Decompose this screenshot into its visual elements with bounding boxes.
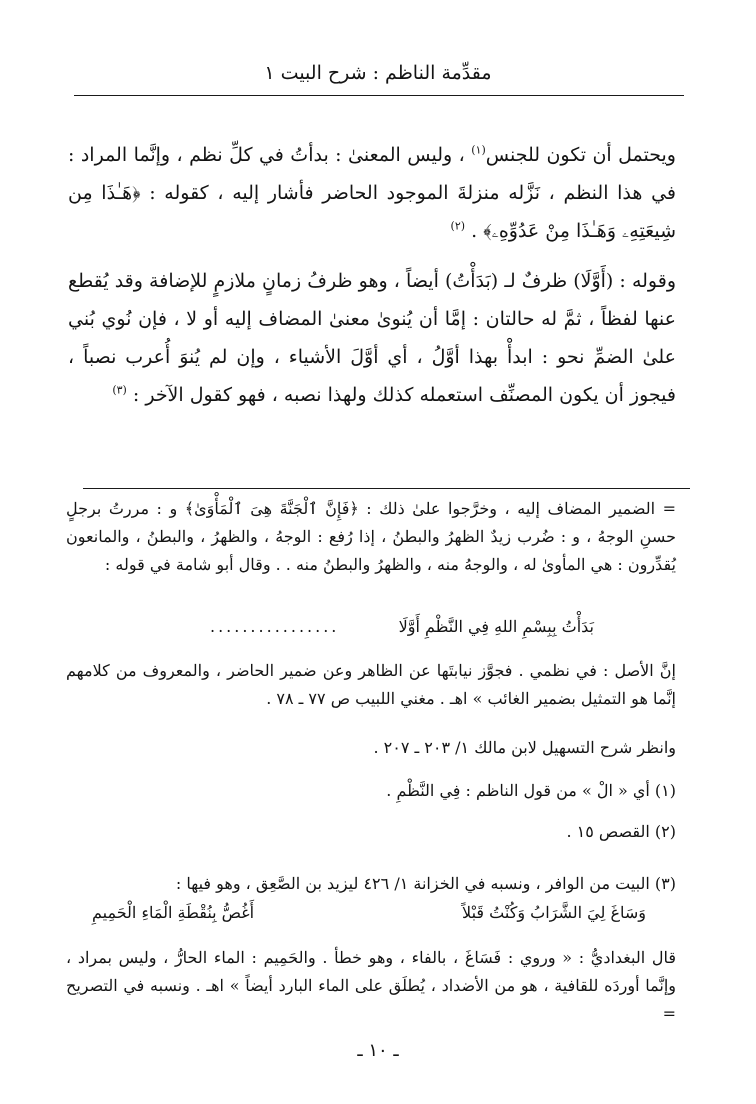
verse-abu-shama: بَدَأْتُ بِبِسْمِ اللهِ فِي النَّظْمِ أَوَّلَا [398, 617, 594, 636]
paragraph-1-start: ويحتمل أن تكون للجنس [485, 144, 676, 166]
footnote-continuation-3: وانظر شرح التسهيل لابن مالك ١/ ٢٠٣ ـ ٢٠٧ . [373, 738, 676, 757]
footnote-continuation-1: = الضمير المضاف إليه ، وخرَّجوا علىٰ ذلك : ﴿فَإِنَّ ٱلْجَنَّةَ هِىَ ٱلْمَأْوَىٰ﴾ و : مررتُ برجلٍ حسنِ الوجهُ ، و : ضُرب زيدٌ الظهرُ والبطنُ ، إذا رُفع : الوجهُ ، والظهرُ ، والبطنُ ، والمانعون يُقدِّرون : هي المأوىٰ له ، والوجهُ منه ، والظهرُ والبطنُ منه . . وقال أبو شامة في قوله : [66, 499, 676, 574]
footnote-2: (٢) القصص ١٥ . [566, 822, 676, 841]
footnote-ref-1[interactable]: (١) [471, 143, 486, 157]
main-text [68, 136, 676, 414]
paragraph-2-text: وقوله : (أَوَّلَا) ظرفٌ لـ (بَدَأْتُ) أيضاً ، وهو ظرفُ زمانٍ ملازمٍ للإضافة وقد يُقطع عنها لفظاً ، ثمَّ له حالتان : إمَّا أن يُنوىٰ معنىٰ المضاف إليه أو لا ، فإن نُوي بُني علىٰ الضمِّ نحو : ابدأْ بهذا أوَّلُ ، أي أوَّلَ الأشياء ، وإن لم يُنوَ أُعرب نصباً ، فيجوز أن يكون المصنِّف استعمله كذلك ولهذا نصبه ، فهو كقول الآخر : [68, 270, 676, 406]
header-rule [74, 95, 684, 96]
verse-hemistich-2: أَغُصُّ بِنُقْطَةِ الْمَاءِ الْحَمِيمِ [92, 903, 255, 922]
footnote-ref-2[interactable]: (٢) [450, 219, 466, 233]
verse-hemistich-1: وَسَاغَ لِيَ الشَّرَابُ وَكُنْتُ قَبْلاً [462, 903, 646, 922]
page-number: ـ ١٠ ـ [357, 1040, 399, 1061]
paragraph-2 [68, 262, 676, 414]
footnote-3-continuation: قال البغداديُّ : « وروي : فَسَاغَ ، بالفاء ، وهو خطأ . والحَمِيم : الماء الحارُّ ، وليس بمراد ، وإنَّما أوردَه للقافية ، هو من الأضداد ، يُطلَق على الماء البارد أيضاً » اهـ . ونسبه في التصريح = [66, 948, 676, 1023]
paragraph-1 [68, 136, 676, 250]
footnote-ref-3[interactable]: (٣) [112, 383, 127, 397]
footnote-1: (١) أي « الْ » من قول الناظم : فِي النَّظْمِ . [386, 781, 676, 800]
verse-ellipsis: ................ [210, 617, 340, 636]
running-header: مقدِّمة الناظم : شرح البيت ١ [264, 62, 492, 84]
footnote-3: (٣) البيت من الوافر ، ونسبه في الخزانة ١/ ٤٢٦ ليزيد بن الصَّعِق ، وهو فيها : [175, 874, 676, 893]
footnote-rule [83, 488, 690, 489]
footnote-continuation-2: إنَّ الأصل : في نظمي . فجوَّز نيابتَها عن الظاهر وعن ضمير الحاضر ، والمعروف من كلامهم إنَّما هو التمثيل بضمير الغائب » اهـ . مغني اللبيب ص ٧٧ ـ ٧٨ . [66, 661, 676, 708]
paragraph-1-cont: ، وليس المعنىٰ : بدأتُ في كلِّ نظم ، وإنَّما المراد : في هذا النظم ، نَزَّله منزلةَ الموجود الحاضر فأشار إليه ، كقوله : ﴿هَـٰذَا مِن شِيعَتِهِۦ وَهَـٰذَا مِنْ عَدُوِّهِۦ﴾ . [68, 144, 676, 242]
